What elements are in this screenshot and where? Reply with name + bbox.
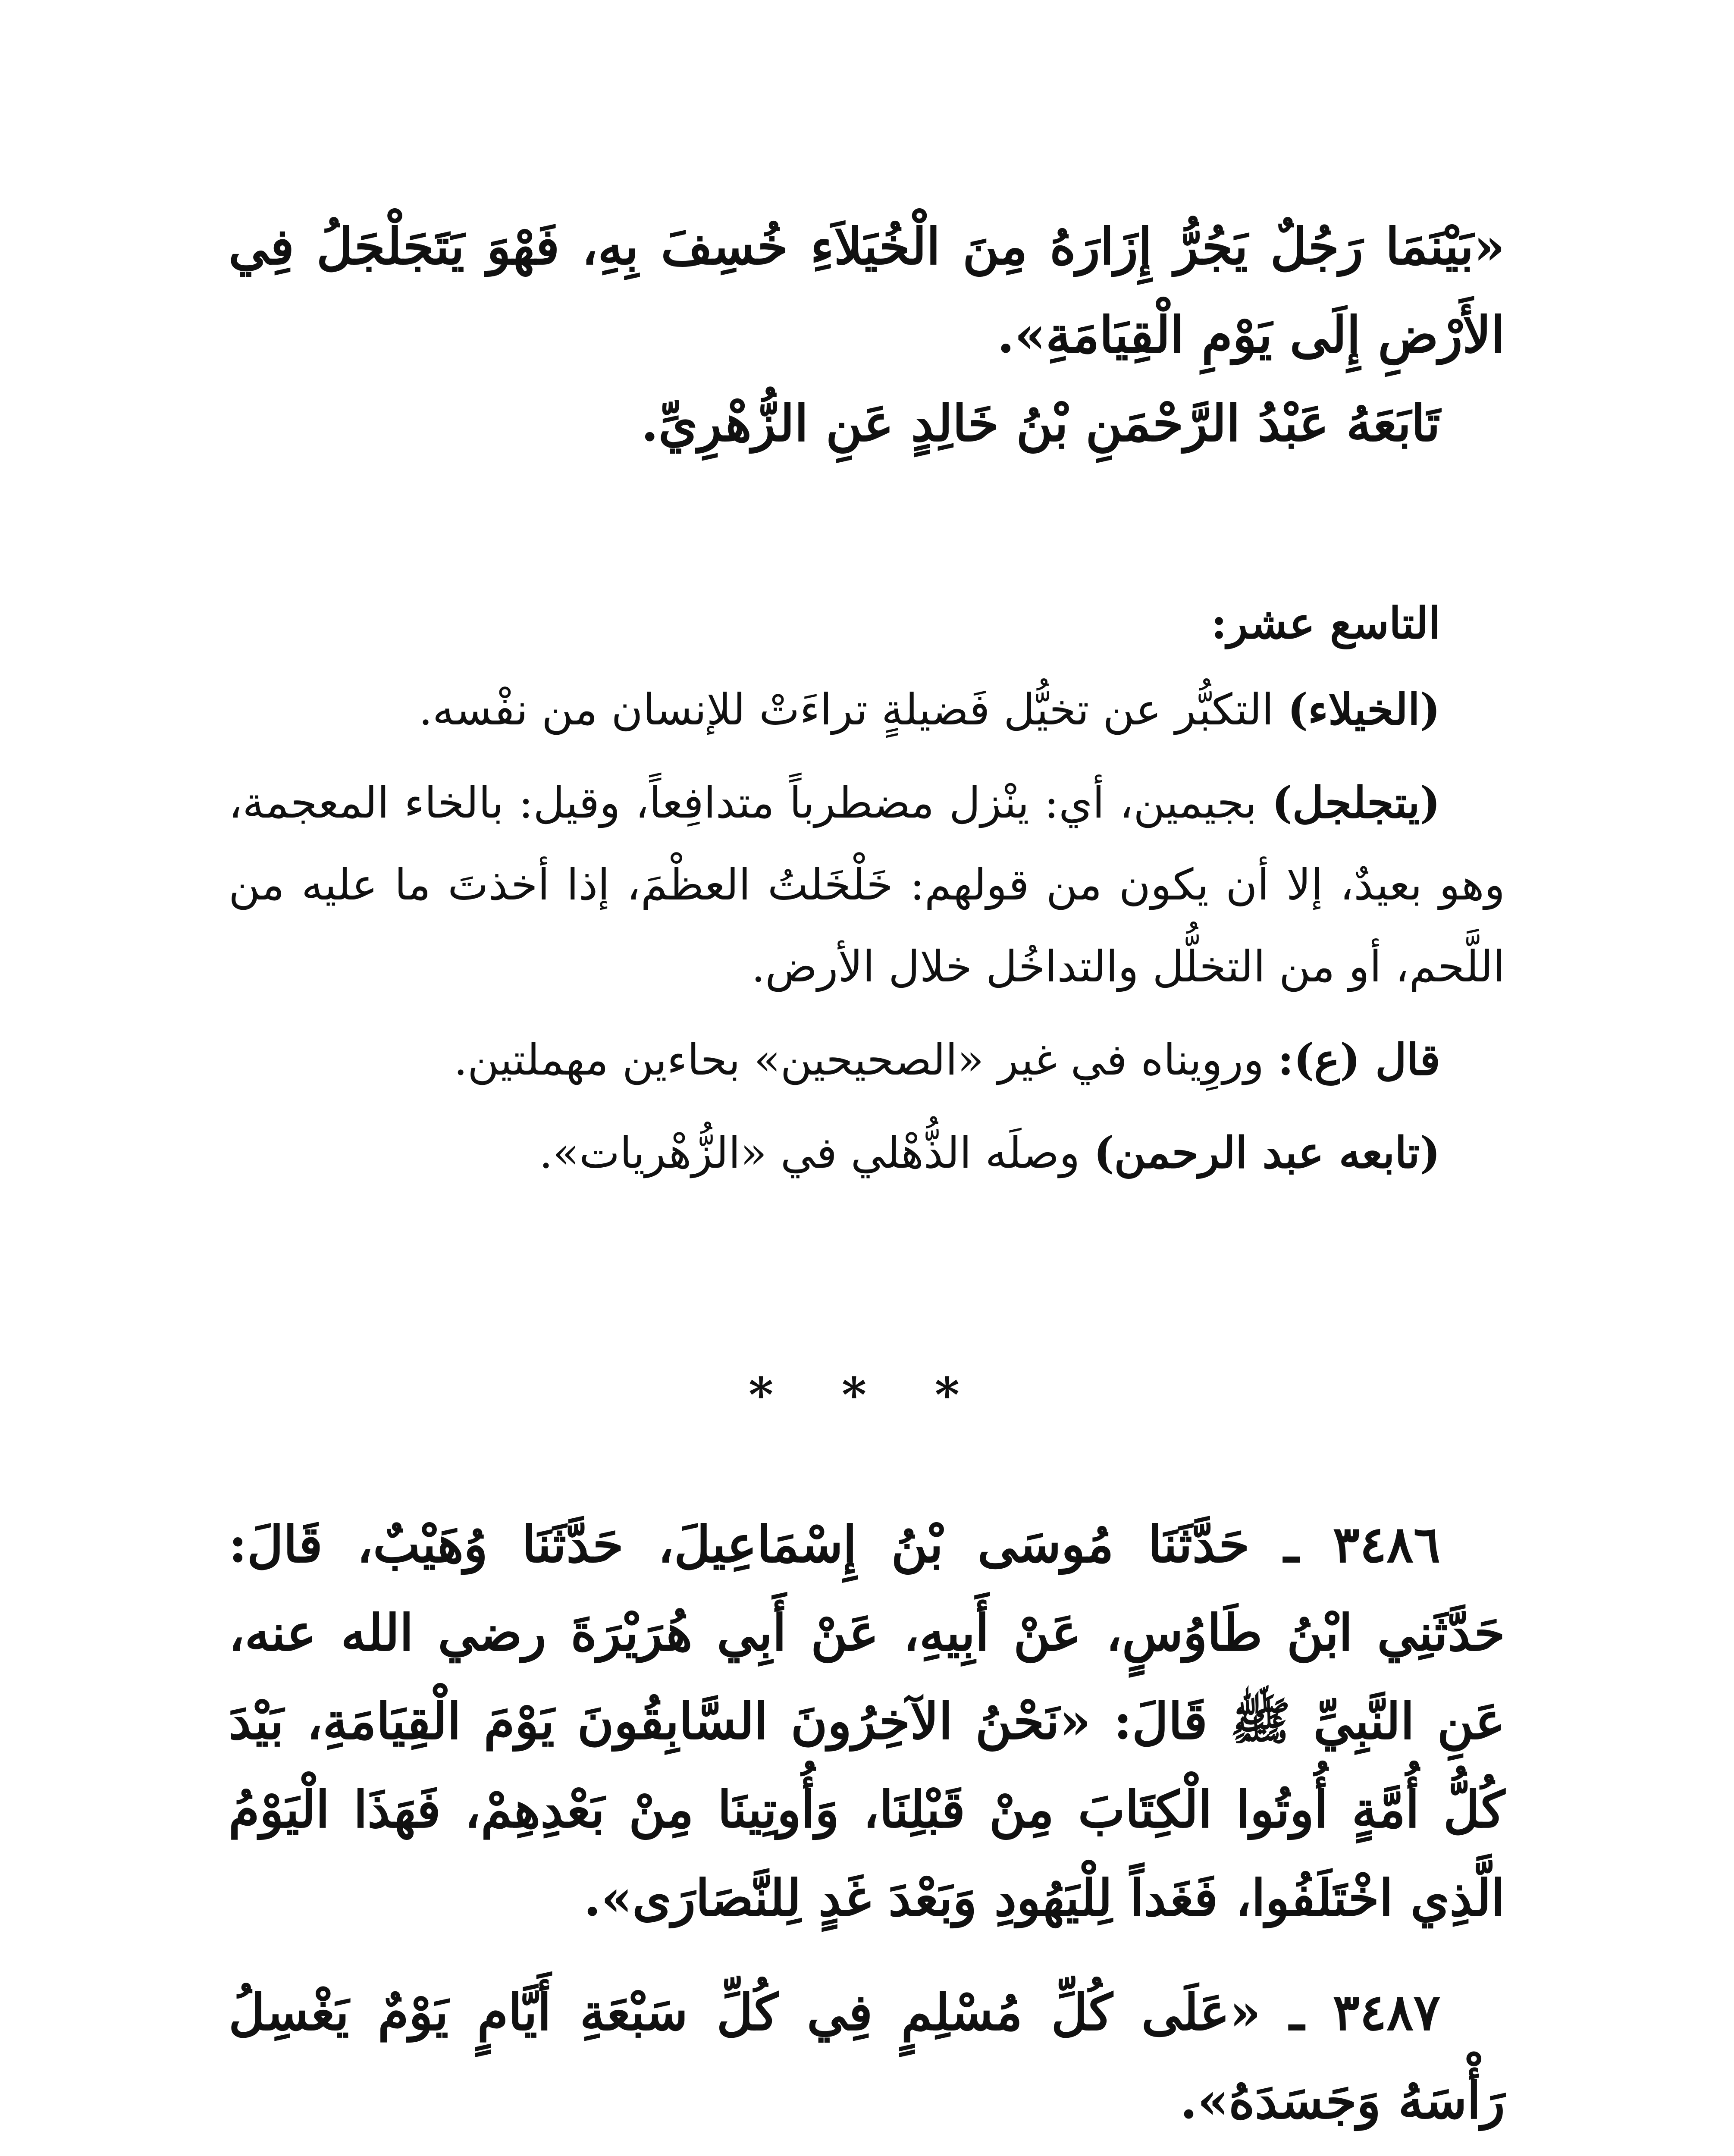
hadith-3487: [229, 1968, 1505, 2145]
commentary-term: (تابعه عبد الرحمن): [1094, 1127, 1440, 1178]
hadith-3486: [229, 1501, 1505, 1943]
commentary-heading: التاسع عشر:: [1211, 598, 1440, 649]
commentary-term: قال (ع):: [1278, 1034, 1440, 1085]
hadith-continuation-text: «بَيْنَمَا رَجُلٌ يَجُرُّ إِزَارَهُ مِنَ الْخُيَلاَءِ خُسِفَ بِهِ، فَهْوَ يَتَجَلْجَلُ فِي الأَرْضِ إِلَى يَوْمِ الْقِيَامَةِ».: [229, 217, 1505, 364]
commentary-term: (الخيلاء): [1287, 684, 1440, 735]
hadith-text: حَدَّثَنَا مُوسَى بْنُ إِسْمَاعِيلَ، حَدَّثَنَا وُهَيْبٌ، قَالَ: حَدَّثَنِي ابْنُ طَاوُسٍ، عَنْ أَبِيهِ، عَنْ أَبِي هُرَيْرَةَ رضي الله عنه، عَنِ النَّبِيِّ ﷺ قَالَ: «نَحْنُ الآخِرُونَ السَّابِقُونَ يَوْمَ الْقِيَامَةِ، بَيْدَ كُلُّ أُمَّةٍ أُوتُوا الْكِتَابَ مِنْ قَبْلِنَا، وَأُوتِينَا مِنْ بَعْدِهِمْ، فَهَذَا الْيَوْمُ الَّذِي اخْتَلَفُوا، فَغَداً لِلْيَهُودِ وَبَعْدَ غَدٍ لِلنَّصَارَى».: [229, 1515, 1505, 1927]
commentary-section: [229, 582, 1505, 1194]
hadith-text: «عَلَى كُلِّ مُسْلِمٍ فِي كُلِّ سَبْعَةِ أَيَّامٍ يَوْمٌ يَغْسِلُ رَأْسَهُ وَجَسَدَهُ».: [229, 1983, 1505, 2130]
hadith-block: [229, 1501, 1505, 2145]
commentary-term: (يتجلجل): [1272, 777, 1440, 828]
commentary-item: [229, 668, 1505, 751]
commentary-item: [229, 1112, 1505, 1194]
commentary-text: بجيمين، أي: ينْزل مضطرباً متدافِعاً، وقيل: بالخاء المعجمة، وهو بعيدٌ، إلا أن يكون من قولهم: خَلْخَلتُ العظْمَ، إذا أخذتَ ما عليه من اللَّحم، أو من التخلُّل والتداخُل خلال الأرض.: [229, 777, 1505, 992]
commentary-item: [229, 1018, 1505, 1101]
commentary-text: وصلَه الذُّهْلي في «الزُّهْريات».: [539, 1128, 1094, 1178]
section-separator: * * *: [748, 1367, 986, 1423]
commentary-text: التكبُّر عن تخيُّل فَضيلةٍ تراءَتْ للإنسان من نفْسه.: [419, 684, 1288, 735]
commentary-item: [229, 761, 1505, 1008]
hadith-number: ٣٤٨٦ ـ: [1284, 1515, 1441, 1574]
hadith-follow-up: تَابَعَهُ عَبْدُ الرَّحْمَنِ بْنُ خَالِدٍ عَنِ الزُّهْرِيِّ.: [641, 394, 1440, 453]
hadith-continuation: [229, 203, 1505, 468]
commentary-text: وروِيناه في غير «الصحيحين» بحاءين مهملتين.: [454, 1034, 1278, 1085]
hadith-number: ٣٤٨٧ ـ: [1289, 1983, 1440, 2042]
